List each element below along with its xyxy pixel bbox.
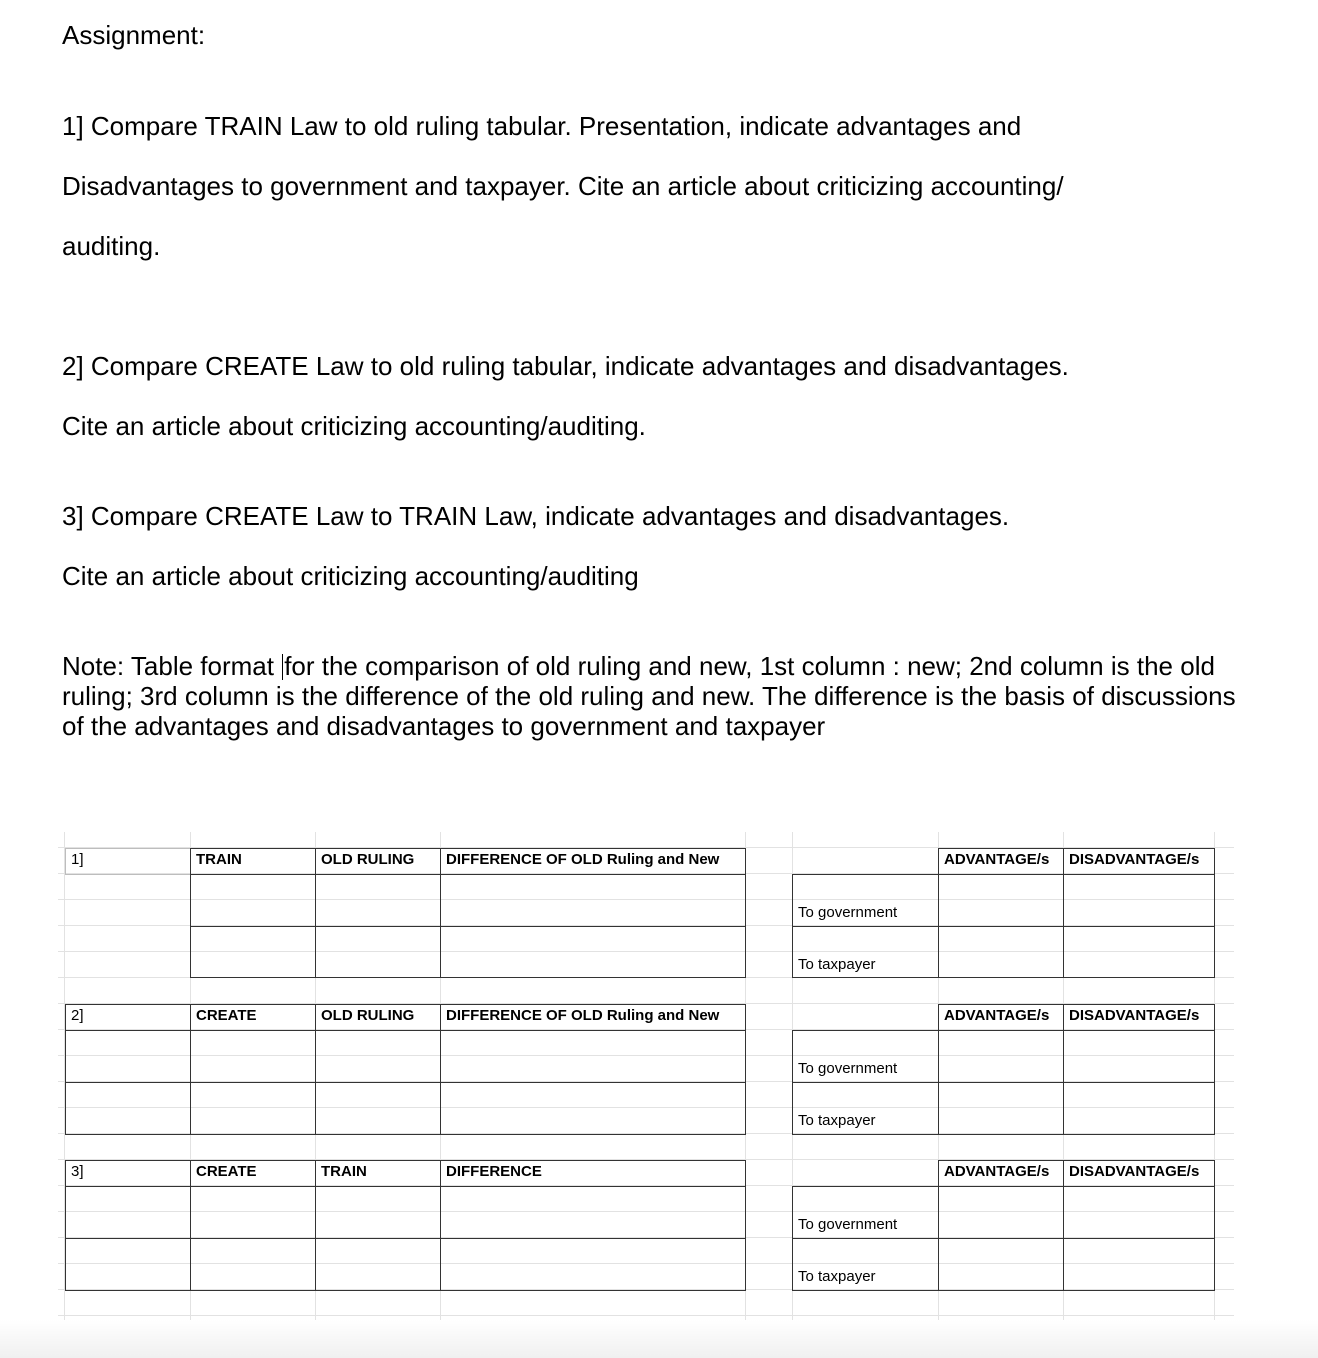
table-2-col2-header[interactable]: OLD RULING	[315, 1004, 441, 1031]
table-cell[interactable]	[440, 1030, 746, 1083]
table-3-col2-header[interactable]: TRAIN	[315, 1160, 441, 1187]
item-1-line-2: Disadvantages to government and taxpayer. Cite an article about criticizing accounting/	[62, 171, 1064, 201]
table-1-label-cell[interactable]	[65, 848, 191, 875]
table-1-to-government[interactable]: To government	[792, 874, 939, 927]
table-1-col3-header[interactable]: DIFFERENCE OF OLD Ruling and New	[440, 848, 746, 875]
table-3-disadvantage-header[interactable]: DISADVANTAGE/s	[1063, 1160, 1215, 1187]
table-2-advantage-header[interactable]: ADVANTAGE/s	[938, 1004, 1064, 1031]
table-2-label: 2]	[71, 1007, 84, 1024]
table-1-col2-header[interactable]: OLD RULING	[315, 848, 441, 875]
table-2-label-cell[interactable]	[65, 1004, 191, 1031]
table-cell[interactable]	[1063, 1030, 1215, 1083]
table-1-disadvantage-header[interactable]: DISADVANTAGE/s	[1063, 848, 1215, 875]
table-3-col3-header[interactable]: DIFFERENCE	[440, 1160, 746, 1187]
table-cell[interactable]	[190, 1186, 316, 1239]
table-cell[interactable]	[440, 1186, 746, 1239]
table-cell[interactable]	[938, 1186, 1064, 1239]
table-cell[interactable]	[440, 1082, 746, 1135]
table-cell[interactable]	[440, 1238, 746, 1291]
item-2-line-2: Cite an article about criticizing accounting/auditing.	[62, 411, 646, 441]
table-2-to-taxpayer[interactable]: To taxpayer	[792, 1082, 939, 1135]
grid-line	[58, 1315, 1234, 1316]
table-1-col1-header[interactable]: TRAIN	[190, 848, 316, 875]
table-1-to-taxpayer[interactable]: To taxpayer	[792, 926, 939, 978]
table-cell[interactable]	[65, 1082, 191, 1135]
note-text-end: for the comparison of old ruling and new, 1st column : new; 2nd column is the old ruling; 3rd column is the difference of the old ruling and new. The difference is the basis of discussions of the advantages and disadvantages to government and taxpayer	[62, 651, 1236, 741]
table-cell[interactable]	[65, 1238, 191, 1291]
table-cell[interactable]	[938, 926, 1064, 978]
table-cell[interactable]	[938, 1238, 1064, 1291]
table-2-col1-header[interactable]: CREATE	[190, 1004, 316, 1031]
table-3-label-cell[interactable]	[65, 1160, 191, 1187]
table-cell[interactable]	[938, 1030, 1064, 1083]
table-1-label: 1]	[71, 851, 84, 868]
table-cell[interactable]	[440, 874, 746, 927]
note-paragraph[interactable]	[62, 651, 1242, 741]
table-3-label: 3]	[71, 1163, 84, 1180]
table-3-col1-header[interactable]: CREATE	[190, 1160, 316, 1187]
table-cell[interactable]	[1063, 1186, 1215, 1239]
table-cell[interactable]	[65, 1030, 191, 1083]
assignment-title: Assignment:	[62, 20, 206, 50]
table-cell[interactable]	[1063, 1082, 1215, 1135]
item-2-line-1: 2] Compare CREATE Law to old ruling tabular, indicate advantages and disadvantages.	[62, 351, 1069, 381]
table-3-to-taxpayer[interactable]: To taxpayer	[792, 1238, 939, 1291]
table-3-to-government[interactable]: To government	[792, 1186, 939, 1239]
table-cell[interactable]	[190, 926, 316, 978]
table-cell[interactable]	[1063, 874, 1215, 927]
table-2-to-government[interactable]: To government	[792, 1030, 939, 1083]
table-cell[interactable]	[938, 1082, 1064, 1135]
item-3-line-1: 3] Compare CREATE Law to TRAIN Law, indicate advantages and disadvantages.	[62, 501, 1010, 531]
table-cell[interactable]	[315, 1082, 441, 1135]
table-cell[interactable]	[938, 874, 1064, 927]
table-cell[interactable]	[440, 926, 746, 978]
table-cell[interactable]	[65, 1186, 191, 1239]
table-2-col3-header[interactable]: DIFFERENCE OF OLD Ruling and New	[440, 1004, 746, 1031]
table-cell[interactable]	[190, 1082, 316, 1135]
table-cell[interactable]	[1063, 1238, 1215, 1291]
comparison-sheet[interactable]	[58, 832, 1234, 1328]
table-cell[interactable]	[315, 1238, 441, 1291]
table-cell[interactable]	[315, 1186, 441, 1239]
table-1-advantage-header[interactable]: ADVANTAGE/s	[938, 848, 1064, 875]
note-text-start: Note: Table format	[62, 651, 282, 681]
table-cell[interactable]	[315, 1030, 441, 1083]
item-3-line-2: Cite an article about criticizing accounting/auditing	[62, 561, 639, 591]
bottom-shadow	[0, 1320, 1318, 1358]
table-cell[interactable]	[315, 926, 441, 978]
item-1-line-3: auditing.	[62, 231, 161, 261]
table-cell[interactable]	[190, 1030, 316, 1083]
table-cell[interactable]	[315, 874, 441, 927]
item-1-line-1: 1] Compare TRAIN Law to old ruling tabular. Presentation, indicate advantages and	[62, 111, 1022, 141]
table-cell[interactable]	[1063, 926, 1215, 978]
table-cell[interactable]	[190, 1238, 316, 1291]
table-3-advantage-header[interactable]: ADVANTAGE/s	[938, 1160, 1064, 1187]
table-2-disadvantage-header[interactable]: DISADVANTAGE/s	[1063, 1004, 1215, 1031]
table-cell[interactable]	[190, 874, 316, 927]
